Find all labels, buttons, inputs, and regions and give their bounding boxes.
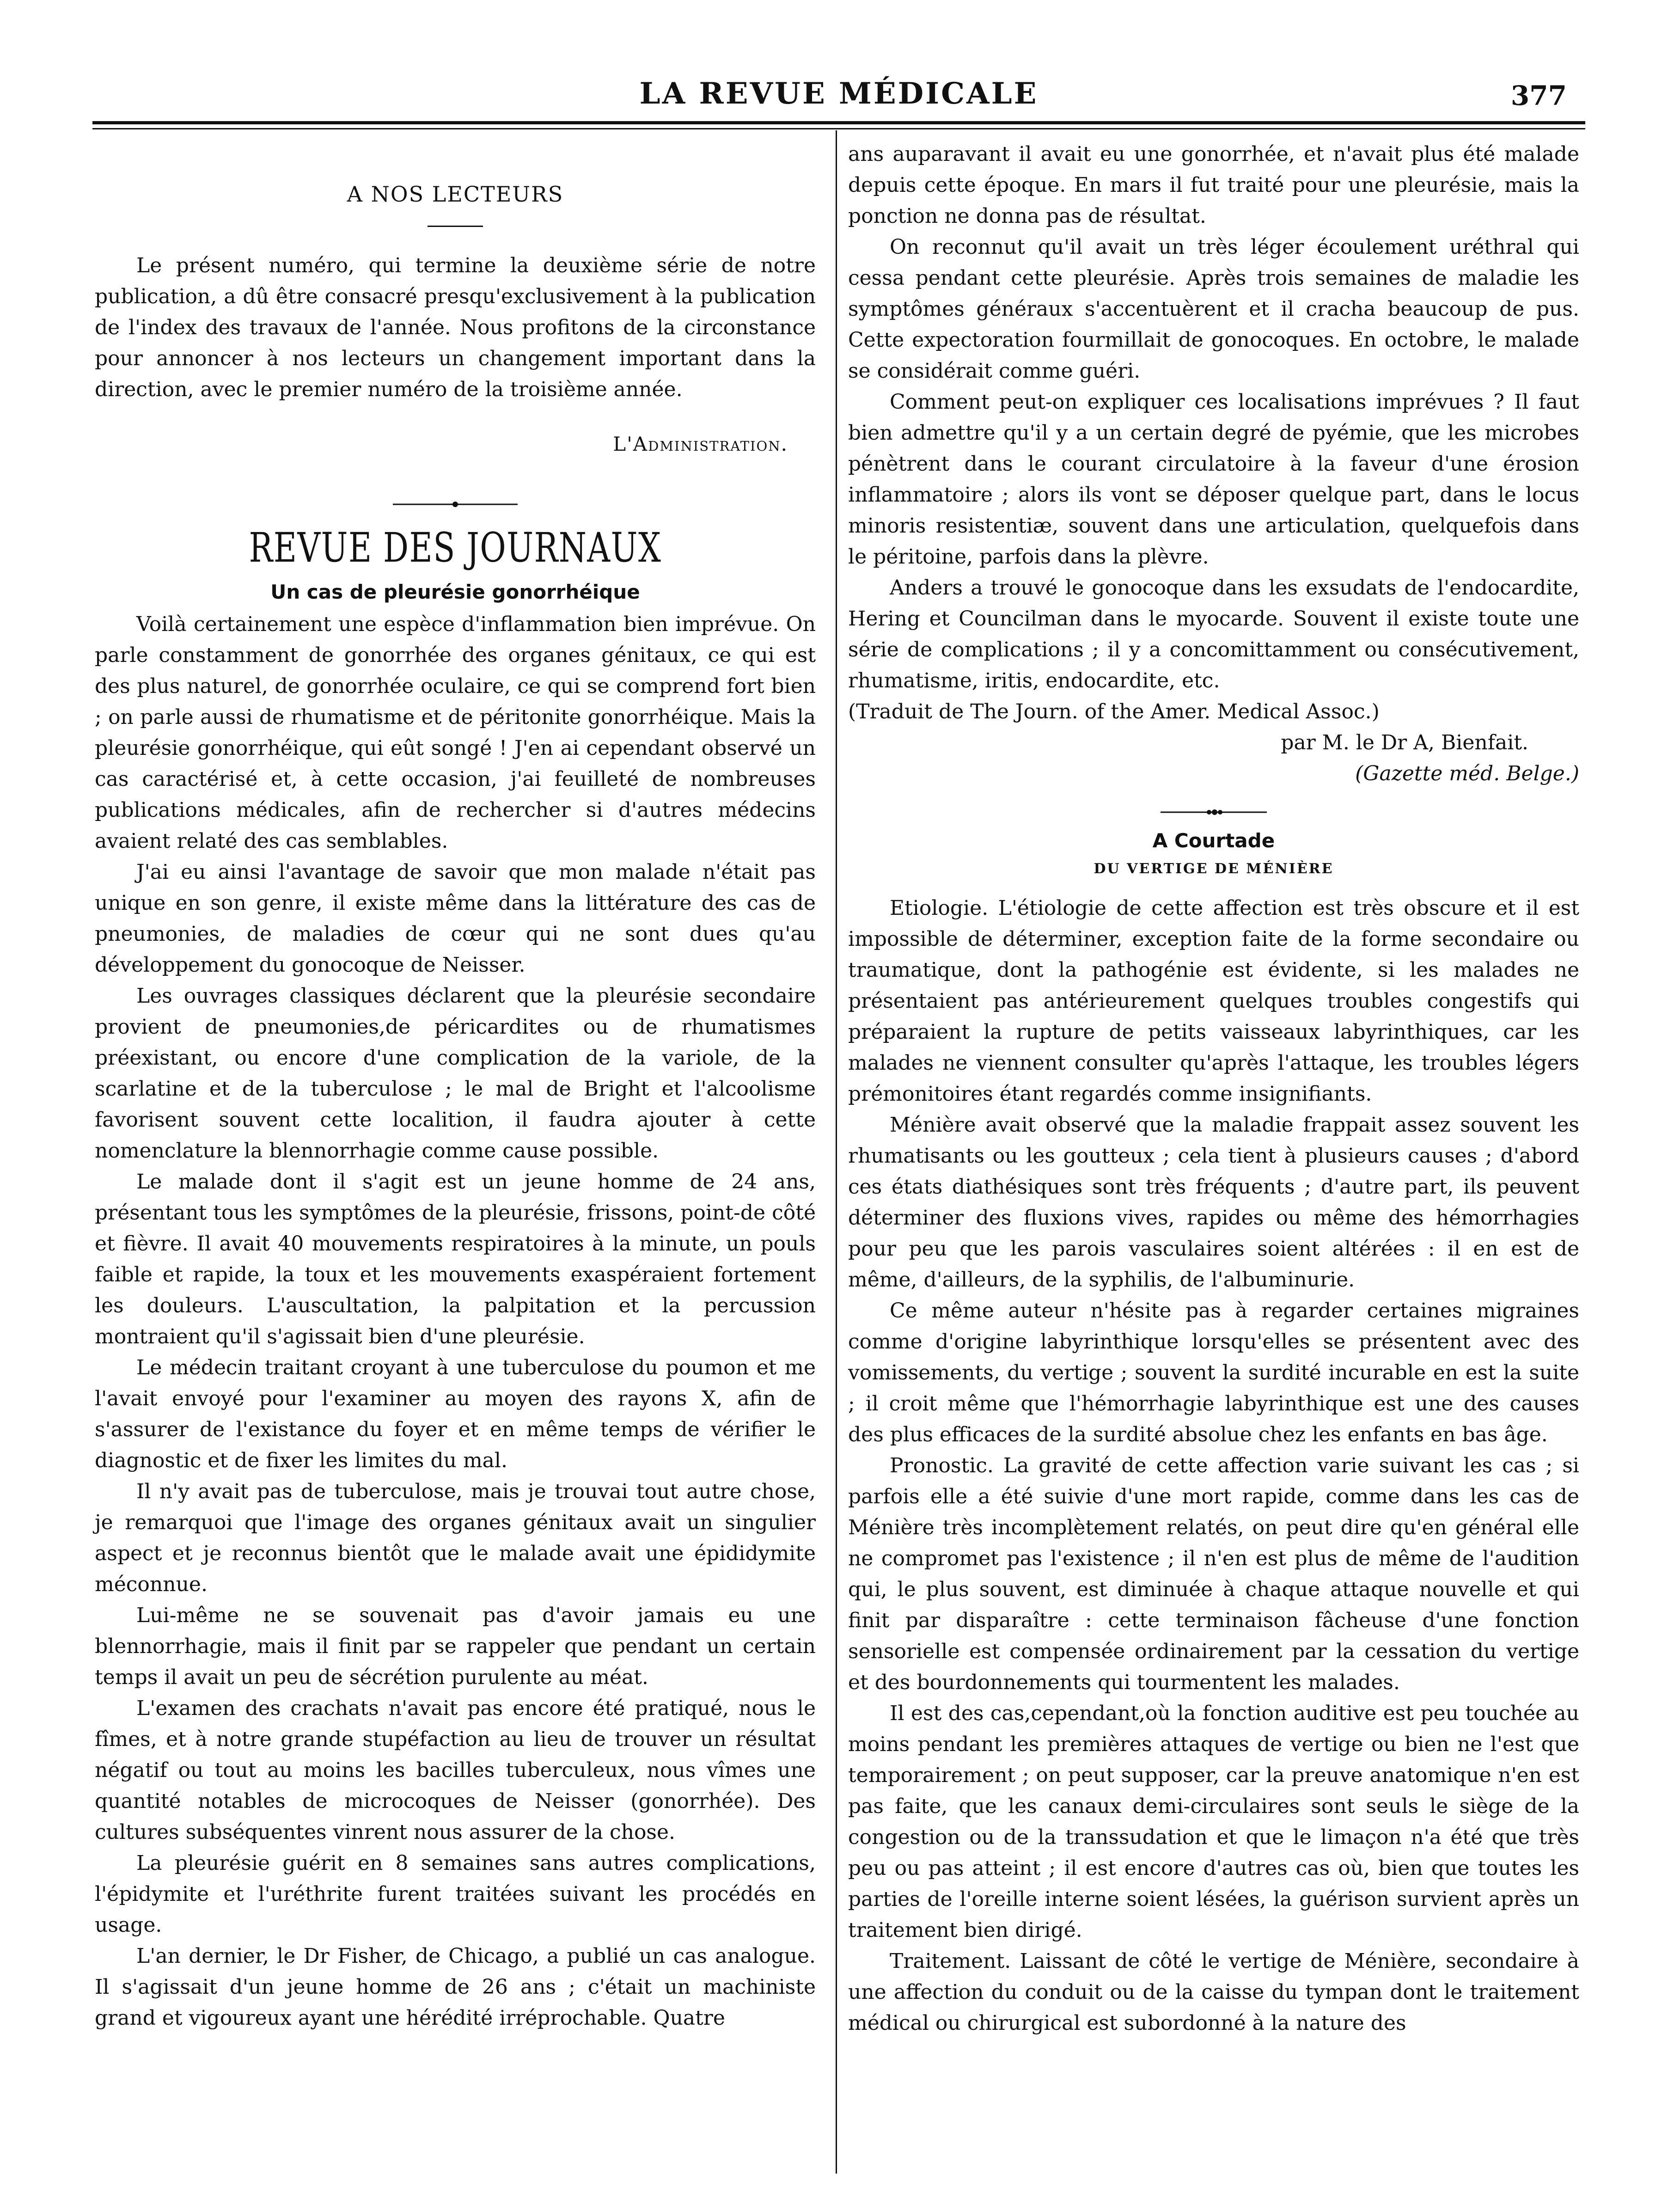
notice-title: A NOS LECTEURS (347, 182, 564, 207)
article1-continued-paragraph: Comment peut-on expliquer ces localisations imprévues ? Il faut bien admettre qu'il y a un certain degré de pyémie, que les microbes pénètrent dans le courant circulatoire à la faveur d'une érosion inflammatoire ; alors ils vont se déposer quelque part, dans le locus minoris resistentiæ, souvent dans une articulation, quelquefois dans le péritoine, parfois dans la plèvre. (848, 390, 1579, 569)
article1-paragraph: Le malade dont il s'agit est un jeune homme de 24 ans, présentant tous les symptômes de la pleurésie, frissons, point-de côté et fièvre. Il avait 40 mouvements respiratoires à la minute, un pouls faible et rapide, la toux et les mouvements exaspéraient fortement les douleurs. L'auscultation, la palpitation et la percussion montraient qu'il s'agissait bien d'une pleurésie. (95, 1170, 816, 1348)
column-divider (836, 130, 837, 2174)
article2-paragraph: Ménière avait observé que la maladie frappait assez souvent les rhumatisants ou les goutteux ; cela tient à plusieurs causes ; d'abord ces états diathésiques sont très fréquents ; d'autre part, ils peuvent déterminer des fluxions vives, rapides ou même des hémorrhagies pour peu que les parois vasculaires soient altérées : il en est de même, d'ailleurs, de la syphilis, de l'albuminurie. (848, 1113, 1579, 1292)
ornament-divider-icon (393, 500, 518, 509)
article2-subtitle: DU VERTIGE DE MÉNIÈRE (1094, 861, 1334, 877)
article2-title: A Courtade (1152, 829, 1275, 852)
article1-continued-paragraph: ans auparavant il avait eu une gonorrhée, et n'avait plus été malade depuis cette époque. En mars il fut traité pour une pleurésie, mais la ponction ne donna pas de résultat. (848, 142, 1579, 228)
right-column (848, 139, 1579, 2039)
article2-paragraph: Il est des cas,cependant,où la fonction auditive est peu touchée au moins pendant les premières attaques de vertige ou bien ne l'est que temporairement ; on peut supposer, car la preuve anatomique n'en est pas faite, que les canaux demi-circulaires sont seuls le siège de la congestion ou de la transsudation et que le limaçon n'a été que très peu ou pas atteint ; il est encore d'autres cas où, bien que toutes les parties de l'oreille interne soient lésées, la guérison survient après un traitement bien dirigé. (848, 1702, 1579, 1942)
header-rule-thin (92, 128, 1585, 129)
notice-paragraph: Le présent numéro, qui termine la deuxième série de notre publication, a dû être consacré presqu'exclusivement à la publication de l'index des travaux de l'année. Nous profitons de la circonstance pour annoncer à nos lecteurs un changement important dans la direction, avec le premier numéro de la troisième année. (95, 254, 816, 401)
article1-continued-paragraph: Anders a trouvé le gonocoque dans les exsudats de l'endocardite, Hering et Councilman dans le myocarde. Souvent il existe toute une série de complications ; il y a concomittamment ou consécutivement, rhumatisme, iritis, endocardite, etc. (848, 576, 1579, 692)
article1-paragraph: Lui-même ne se souvenait pas d'avoir jamais eu une blennorrhagie, mais il finit par se rappeler que pendant un certain temps il avait un peu de sécrétion purulente au méat. (95, 1604, 816, 1689)
article2-paragraph: Traitement. Laissant de côté le vertige de Ménière, secondaire à une affection du conduit ou de la caisse du tympan dont le traitement médical ou chirurgical est subordonné à la nature des (848, 1949, 1579, 2035)
article2-paragraph: Pronostic. La gravité de cette affection varie suivant les cas ; si parfois elle a été suivie d'une mort rapide, comme dans les cas de Ménière très incomplètement relatés, on peut dire qu'en général elle ne compromet pas l'existence ; il n'en est plus de même de l'audition qui, le plus souvent, est diminuée à chaque attaque nouvelle et qui finit par disparaître : cette terminaison fâcheuse d'une fonction sensorielle est compensée ordinairement par la cessation du vertige et des bourdonnements qui tourmentent les malades. (848, 1454, 1579, 1694)
page-header (92, 76, 1585, 113)
ornament-divider-icon (1161, 808, 1267, 817)
article2-paragraph: Etiologie. L'étiologie de cette affection est très obscure et il est impossible de déterminer, exception faite de la forme secondaire ou traumatique, dont la pathogénie est évidente, si les malades ne présentaient pas antérieurement quelques troubles congestifs qui préparaient la rupture de petits vaisseaux labyrinthiques, car les malades ne viennent consulter qu'après l'attaque, les troubles légers prémonitoires étant regardés comme insignifiants. (848, 896, 1579, 1106)
article1-paragraph: J'ai eu ainsi l'avantage de savoir que mon malade n'était pas unique en son genre, il existe même dans la littérature des cas de pneumonies, de maladies de cœur qui ne sont dues qu'au développement du gonocoque de Neisser. (95, 860, 816, 977)
page-number: 377 (1510, 80, 1567, 111)
article1-continued-paragraph: On reconnut qu'il avait un très léger écoulement uréthral qui cessa pendant cette pleurésie. Après trois semaines de maladie les symptômes généraux s'accentuèrent et il cracha beaucoup de pus. Cette expectoration fourmillait de gonocoques. En octobre, le malade se considérait comme guéri. (848, 235, 1579, 383)
notice-divider (428, 226, 483, 227)
article1-paragraph: L'examen des crachats n'avait pas encore été pratiqué, nous le fîmes, et à notre grande stupéfaction au lieu de trouver un résultat négatif ou tout au moins les bacilles tuberculeux, nous vîmes une quantité notables de microcoques de Neisser (gonorrhée). Des cultures subséquentes vinrent nous assurer de la chose. (95, 1697, 816, 1844)
article1-paragraph: La pleurésie guérit en 8 semaines sans autres complications, l'épidymite et l'uréthrite furent traitées suivant les procédés en usage. (95, 1851, 816, 1937)
article2-paragraph: Ce même auteur n'hésite pas à regarder certaines migraines comme d'origine labyrinthique lorsqu'elles se présentent avec des vomissements, du vertige ; souvent la surdité incurable en est la suite ; il croit même que l'hémorrhagie labyrinthique est une des causes des plus efficaces de la surdité absolue chez les enfants en bas âge. (848, 1299, 1579, 1446)
left-column (95, 139, 816, 2034)
notice-signature: L'Administration. (613, 433, 788, 455)
article1-paragraph: Les ouvrages classiques déclarent que la pleurésie secondaire provient de pneumonies,de péricardites ou de rhumatismes préexistant, ou encore d'une complication de la variole, de la scarlatine et de la tuberculose ; le mal de Bright et l'alcoolisme favorisent souvent cette localition, il faudra ajouter à cette nomenclature la blennorrhagie comme cause possible. (95, 984, 816, 1163)
article1-paragraph: Il n'y avait pas de tuberculose, mais je trouvai tout autre chose, je remarquoi que l'image des organes génitaux avait un singulier aspect et je reconnus bientôt que le malade avait une épididymite méconnue. (95, 1480, 816, 1596)
header-rule-thick (92, 121, 1585, 124)
article1-title: Un cas de pleurésie gonorrhéique (270, 581, 640, 603)
article1-paragraph: Voilà certainement une espèce d'inflammation bien imprévue. On parle constamment de gonorrhée des organes génitaux, ce qui est des plus naturel, de gonorrhée oculaire, ce qui se comprend fort bien ; on parle aussi de rhumatisme et de péritonite gonorrhéique. Mais la pleurésie gonorrhéique, qui eût songé ! J'en ai cependant observé un cas caractérisé et, à cette occasion, j'ai feuilleté de nombreuses publications médicales, afin de rechercher si d'autres médecins avaient relaté des cas semblables. (95, 612, 816, 853)
translator-credit: par M. le Dr A, Bienfait. (1281, 731, 1528, 754)
section-title: REVUE DES JOURNAUX (249, 524, 662, 571)
translation-note: (Traduit de The Journ. of the Amer. Medical Assoc.) (848, 700, 1380, 723)
masthead: LA REVUE MÉDICALE (639, 76, 1039, 111)
article1-paragraph: Le médecin traitant croyant à une tuberculose du poumon et me l'avait envoyé pour l'examiner au moyen des rayons X, afin de s'assurer de l'existance du foyer et en même temps de vérifier le diagnostic et de fixer les limites du mal. (95, 1356, 816, 1472)
source-citation: (Gazette méd. Belge.) (1355, 762, 1579, 785)
article1-paragraph: L'an dernier, le Dr Fisher, de Chicago, a publié un cas analogue. Il s'agissait d'un jeune homme de 26 ans ; c'était un machiniste grand et vigoureux ayant une hérédité irréprochable. Quatre (95, 1944, 816, 2030)
